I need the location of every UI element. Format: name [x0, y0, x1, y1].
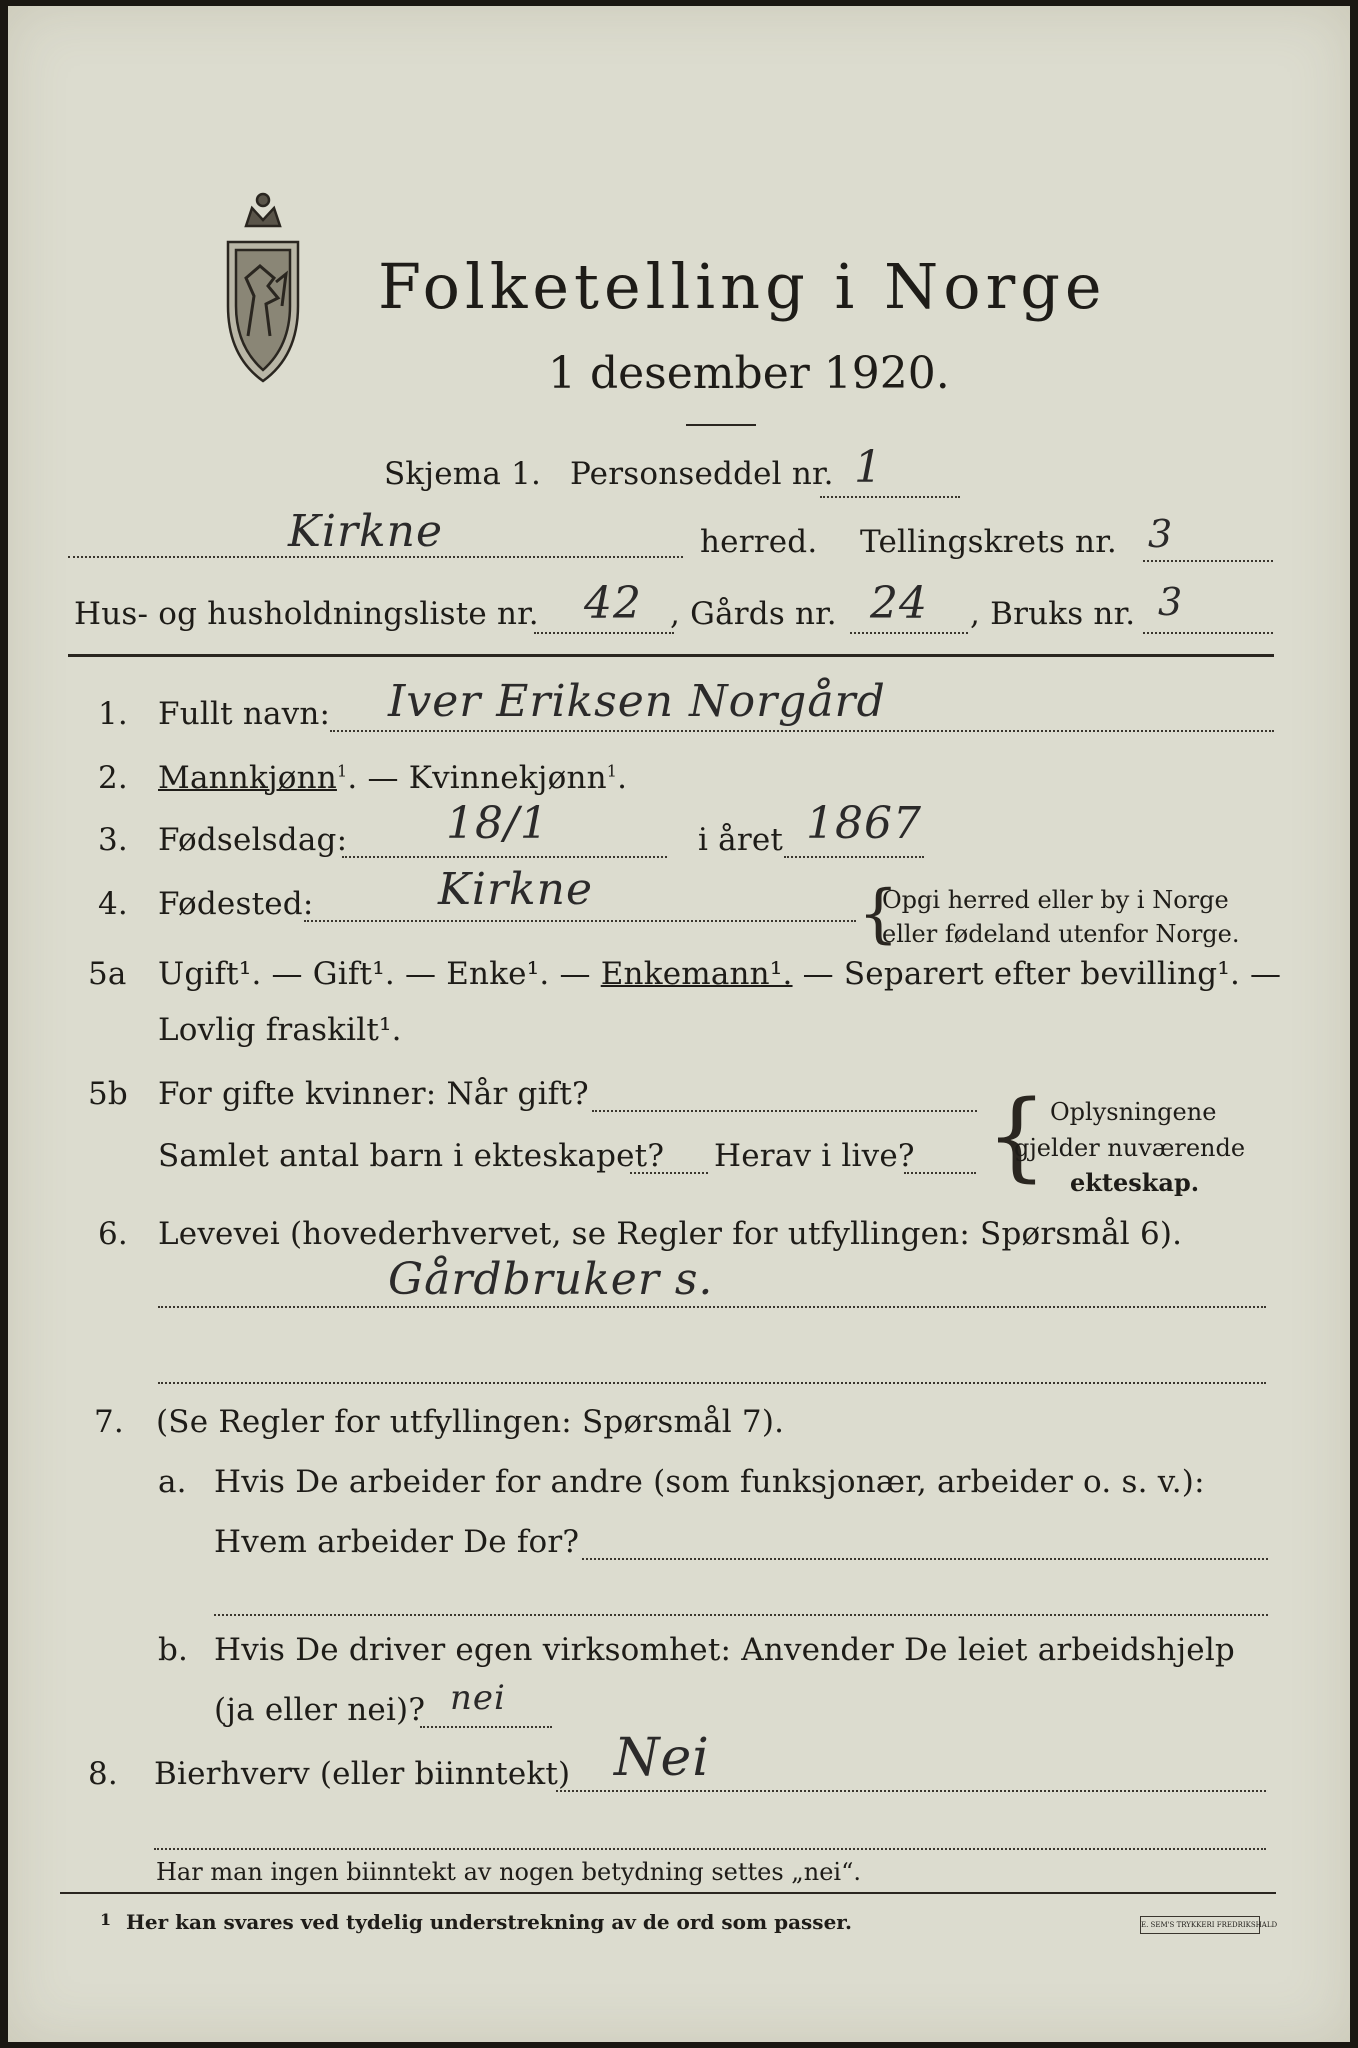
q2-text [158, 760, 627, 796]
herred-label: herred. [700, 524, 818, 560]
biinntekt-note: Har man ingen biinntekt av nogen betydning settes „nei“. [156, 1858, 861, 1886]
norwegian-coat-of-arms-icon [216, 186, 310, 386]
q8-line [556, 1790, 1266, 1792]
personseddel-label: Personseddel nr. [570, 456, 834, 492]
husliste-label: Hus- og husholdningsliste nr. [74, 596, 539, 632]
q5b-alive-line [904, 1172, 976, 1174]
q3-year-label: i året [698, 822, 784, 858]
q7b-number: b. [158, 1632, 189, 1668]
q3-year-value: 1867 [806, 798, 922, 849]
gards-label: , Gårds nr. [670, 596, 837, 632]
q3-year-line [784, 856, 924, 858]
q4-label: Fødested: [158, 886, 314, 922]
q7b-line1: Hvis De driver egen virksomhet: Anvender De leiet arbeidshjelp [214, 1632, 1235, 1668]
q4-note-line2: eller fødeland utenfor Norge. [882, 920, 1240, 948]
q5b-alive-label: Herav i live? [714, 1138, 915, 1174]
title-divider [686, 424, 756, 426]
tellingskrets-line [1143, 560, 1273, 562]
q6-label: Levevei (hovederhvervet, se Regler for utfyllingen: Spørsmål 6). [158, 1216, 1183, 1252]
q8-line-extra [154, 1848, 1266, 1850]
q1-value: Iver Eriksen Norgård [388, 676, 886, 727]
q5b-children-line [630, 1172, 708, 1174]
q8-number: 8. [88, 1756, 118, 1792]
q3-number: 3. [98, 822, 128, 858]
q7a-line1: Hvis De arbeider for andre (som funksjonær, arbeider o. s. v.): [214, 1464, 1205, 1500]
q7-number: 7. [94, 1404, 124, 1440]
q3-day-line [342, 856, 667, 858]
q4-line [304, 920, 856, 922]
q5a-status-options: Ugift¹. — Gift¹. — Enke¹. — [158, 956, 601, 992]
q7b-line [420, 1726, 552, 1728]
q5b-line1: For gifte kvinner: Når gift? [158, 1076, 589, 1112]
footnote-rule [60, 1892, 1276, 1894]
footnote-text: Her kan svares ved tydelig understrekning av de ord som passer. [126, 1910, 852, 1934]
q6-line1 [158, 1306, 1266, 1308]
census-form [8, 6, 1350, 2042]
q2-end: . [617, 760, 628, 796]
form-title: Folketelling i Norge [378, 250, 1107, 323]
q7a-number: a. [158, 1464, 187, 1500]
q5a-line1 [158, 956, 1281, 992]
q7a-line-extra [214, 1614, 1268, 1616]
q7a-line [582, 1558, 1268, 1560]
herred-value: Kirkne [288, 506, 444, 557]
bruks-line [1143, 632, 1273, 634]
husliste-line [534, 632, 674, 634]
q8-label: Bierhverv (eller biinntekt) [154, 1756, 571, 1792]
q2-sup1: 1 [336, 761, 348, 781]
bruks-label: , Bruks nr. [970, 596, 1136, 632]
schema-label: Skjema 1. [384, 456, 542, 492]
q2-mann: Mannkjønn [158, 760, 337, 796]
q3-day-value: 18/1 [446, 798, 549, 849]
personseddel-value: 1 [854, 442, 883, 493]
q2-separator: . — [347, 760, 409, 796]
q4-value: Kirkne [438, 864, 594, 915]
q1-label: Fullt navn: [158, 696, 331, 732]
q7a-line2: Hvem arbeider De for? [214, 1524, 580, 1560]
footnote-number: 1 [100, 1910, 112, 1929]
q6-number: 6. [98, 1216, 128, 1252]
q6-line2 [158, 1382, 1266, 1384]
q4-brace: { [858, 877, 899, 951]
q5a-line2: Lovlig fraskilt¹. [158, 1012, 402, 1048]
q5b-married-line [592, 1110, 977, 1112]
q5a-number: 5a [88, 956, 127, 992]
q7-label: (Se Regler for utfyllingen: Spørsmål 7). [156, 1404, 785, 1440]
tellingskrets-value: 3 [1148, 512, 1174, 556]
form-date: 1 desember 1920. [548, 348, 950, 399]
tellingskrets-label: Tellingskrets nr. [860, 524, 1117, 560]
q1-line [330, 730, 1274, 732]
gards-line [850, 632, 968, 634]
q6-value: Gårdbruker s. [388, 1254, 714, 1305]
q5b-note1: Oplysningene [1050, 1098, 1217, 1126]
q1-number: 1. [98, 696, 128, 732]
q2-kvinne: Kvinnekjønn [408, 760, 607, 796]
q5b-brace: { [986, 1080, 1048, 1192]
q5a-enkemann: Enkemann¹. [600, 956, 793, 992]
q5b-note3: ekteskap. [1070, 1168, 1200, 1197]
q2-number: 2. [98, 760, 128, 796]
q2-sup2: 1 [606, 761, 618, 781]
q3-label: Fødselsdag: [158, 822, 348, 858]
q4-number: 4. [98, 886, 128, 922]
q5b-number: 5b [88, 1076, 128, 1112]
header-rule [68, 654, 1274, 657]
personseddel-line [820, 496, 960, 498]
printer-stamp: E. SEM'S TRYKKERI FREDRIKSHALD [1140, 1916, 1260, 1934]
husliste-value: 42 [584, 578, 642, 629]
gards-value: 24 [870, 578, 928, 629]
q7b-line2: (ja eller nei)? [214, 1692, 426, 1728]
q5a-status-rest: — Separert efter bevilling¹. — [792, 956, 1282, 992]
q4-note-line1: Opgi herred eller by i Norge [882, 886, 1229, 914]
q8-value: Nei [614, 1728, 710, 1788]
q5b-note2: gjelder nuværende [1014, 1134, 1246, 1162]
q5b-children-label: Samlet antal barn i ekteskapet? [158, 1138, 665, 1174]
bruks-value: 3 [1158, 580, 1184, 624]
q7b-value: nei [450, 1678, 506, 1718]
